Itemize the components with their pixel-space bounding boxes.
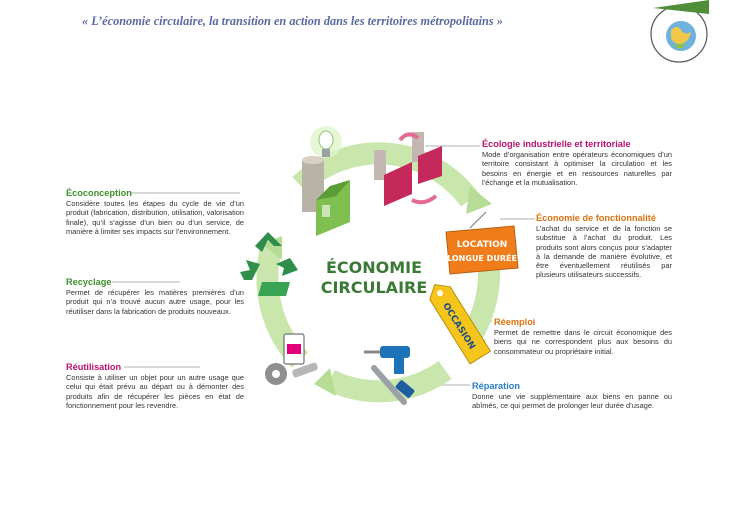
step-reparation — [472, 380, 672, 411]
step-description: Consiste à utiliser un objet pour un autre usage que celui qui était prévu au départ ou à démonter des produits afin de récupérer les pièces en état de fonctionnement pour les revendre. — [66, 373, 244, 410]
center-label-line1: ÉCONOMIE — [325, 258, 423, 277]
step-title: Réemploi — [494, 317, 536, 327]
step-reemploi — [494, 316, 672, 356]
step-ecologie-industrielle — [482, 138, 672, 187]
step-title: Réutilisation — [66, 362, 122, 372]
step-description: Permet de remettre dans le circuit économique des biens qui ne correspondent plus aux besoins du consommateur ou propriétaire initial. — [494, 328, 672, 356]
center-label-line2: CIRCULAIRE — [320, 278, 428, 297]
step-title: Économie de fonctionnalité — [536, 213, 656, 223]
step-title: Recyclage — [66, 277, 112, 287]
ink-cartridge-icon — [284, 334, 304, 364]
page-title: « L’économie circulaire, la transition en action dans les territoires métropolitains » — [82, 14, 503, 28]
step-recyclage — [66, 276, 244, 316]
lightbulb-icon — [310, 126, 342, 158]
step-title: Réparation — [472, 381, 520, 391]
step-ecoconception — [66, 187, 244, 236]
center-label — [318, 258, 430, 298]
step-description: Permet de récupérer les matières premières d’un produit qui n’a trouvé aucun autre usage, pour les réutiliser dans la fabrication de produits nouveaux. — [66, 288, 244, 316]
occasion-tag-text: OCCASION — [440, 301, 477, 352]
step-description: Donne une vie supplémentaire aux biens en panne ou abîmés, ce qui permet de prolonger leur durée d’usage. — [472, 392, 672, 411]
step-title: Écologie industrielle et territoriale — [482, 139, 631, 149]
step-economie-fonctionnalite — [536, 212, 672, 280]
drill-icon — [364, 346, 410, 374]
step-description: Considère toutes les étapes du cycle de vie d’un produit (fabrication, distribution, utilisation, valorisation finale), qu’il s’agisse d’un bien ou d’un service, de manière à limiter ses impacts sur l’environnement. — [66, 199, 244, 236]
step-description: L’achat du service et de la fonction se substitue à l’achat du produit. Les produits sont alors conçus pour s’adapter à la demande de manière évolutive, et être éventuellement réutilisés par plusieurs utilisateurs successifs. — [536, 224, 672, 280]
step-reutilisation — [66, 361, 244, 410]
location-sign-line1: LOCATION — [456, 240, 508, 250]
location-sign-icon — [446, 212, 518, 274]
location-sign-line2: LONGUE DURÉE — [447, 254, 517, 263]
step-description: Mode d’organisation entre opérateurs économiques d’un territoire consistant à optimiser la circulation et les besoins en énergie et en ressources naturelles par l’échange et la mutualisation. — [482, 150, 672, 187]
step-title: Écoconception — [66, 188, 132, 198]
